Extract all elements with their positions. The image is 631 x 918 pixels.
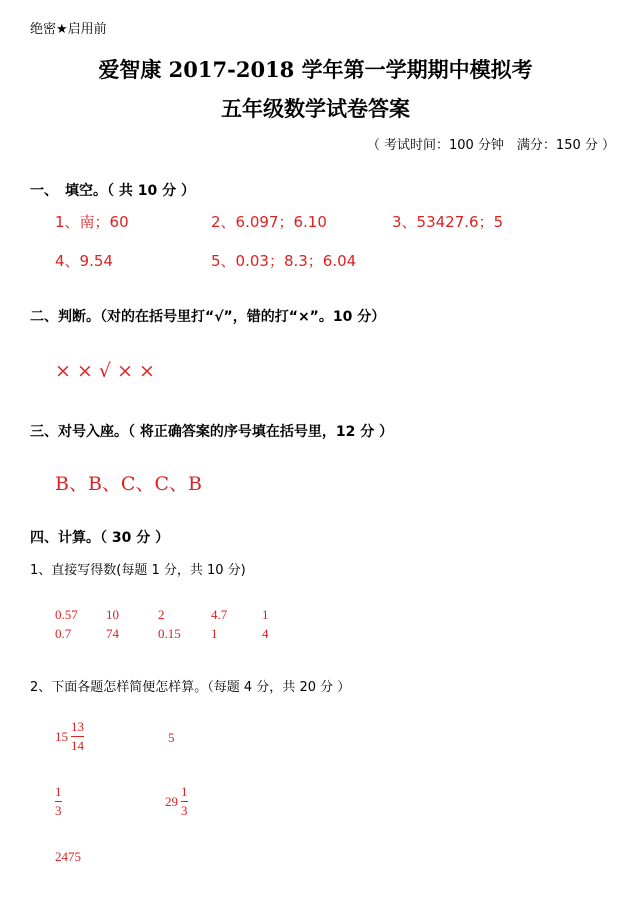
- direct-answer: 10: [106, 607, 119, 622]
- denominator: 14: [71, 738, 84, 753]
- simplify-answer-5: 2475: [55, 849, 81, 864]
- direct-answer: 0.15: [158, 626, 181, 641]
- direct-answer: 0.57: [55, 607, 78, 622]
- fraction: [55, 785, 62, 818]
- simplify-answer-3: [55, 785, 62, 818]
- direct-answer: 1: [211, 626, 218, 641]
- direct-answer: 1: [262, 607, 269, 622]
- denominator: 3: [181, 803, 188, 818]
- direct-answer: 0.7: [55, 626, 72, 641]
- section-1-heading: 一、 填空。（ 共 10 分 ）: [30, 183, 195, 199]
- numerator: 1: [181, 784, 188, 799]
- fraction-bar: [55, 801, 62, 802]
- fraction: [71, 720, 84, 753]
- section-3-heading: 三、对号入座。（ 将正确答案的序号填在括号里，12 分 ）: [30, 424, 394, 440]
- section-4-heading: 四、计算。（ 30 分 ）: [30, 530, 170, 546]
- exam-subtitle: 五年级数学试卷答案: [221, 96, 410, 121]
- denominator: 3: [55, 803, 62, 818]
- whole-part: 15: [55, 728, 68, 744]
- calc-part-1-label: 1、直接写得数(每题 1 分，共 10 分): [30, 563, 246, 578]
- simplify-answer-2: 5: [168, 730, 175, 745]
- direct-answer: 4: [262, 626, 269, 641]
- direct-answer: 4.7: [211, 607, 228, 622]
- fill-answer-4: 4、9.54: [55, 252, 113, 270]
- numerator: 13: [71, 719, 84, 734]
- simplify-answer-4: [165, 785, 188, 818]
- fraction-bar: [71, 736, 84, 737]
- fraction-bar: [181, 801, 188, 802]
- exam-title: 爱智康 2017-2018 学年第一学期期中模拟考: [98, 57, 533, 82]
- exam-info: （ 考试时间：100 分钟 满分：150 分 ）: [366, 138, 615, 153]
- judgment-answers: × × √ × ×: [55, 360, 155, 382]
- fraction: [181, 785, 188, 818]
- section-2-heading: 二、判断。（对的在括号里打“√”，错的打“×”。10 分）: [30, 309, 386, 325]
- fill-answer-2: 2、6.097；6.10: [211, 213, 327, 231]
- direct-answer: 2: [158, 607, 165, 622]
- numerator: 1: [55, 784, 62, 799]
- fill-answer-1: 1、南；60: [55, 213, 129, 231]
- calc-part-2-label: 2、下面各题怎样简便怎样算。（每题 4 分，共 20 分 ）: [30, 680, 351, 695]
- simplify-answer-1: [55, 720, 84, 753]
- confidential-label: 绝密★启用前: [30, 22, 107, 37]
- whole-part: 29: [165, 793, 178, 809]
- choice-answers: B、B、C、C、B: [55, 473, 202, 495]
- fill-answer-5: 5、0.03；8.3；6.04: [211, 252, 357, 270]
- direct-answer: 74: [106, 626, 119, 641]
- fill-answer-3: 3、53427.6；5: [392, 213, 504, 231]
